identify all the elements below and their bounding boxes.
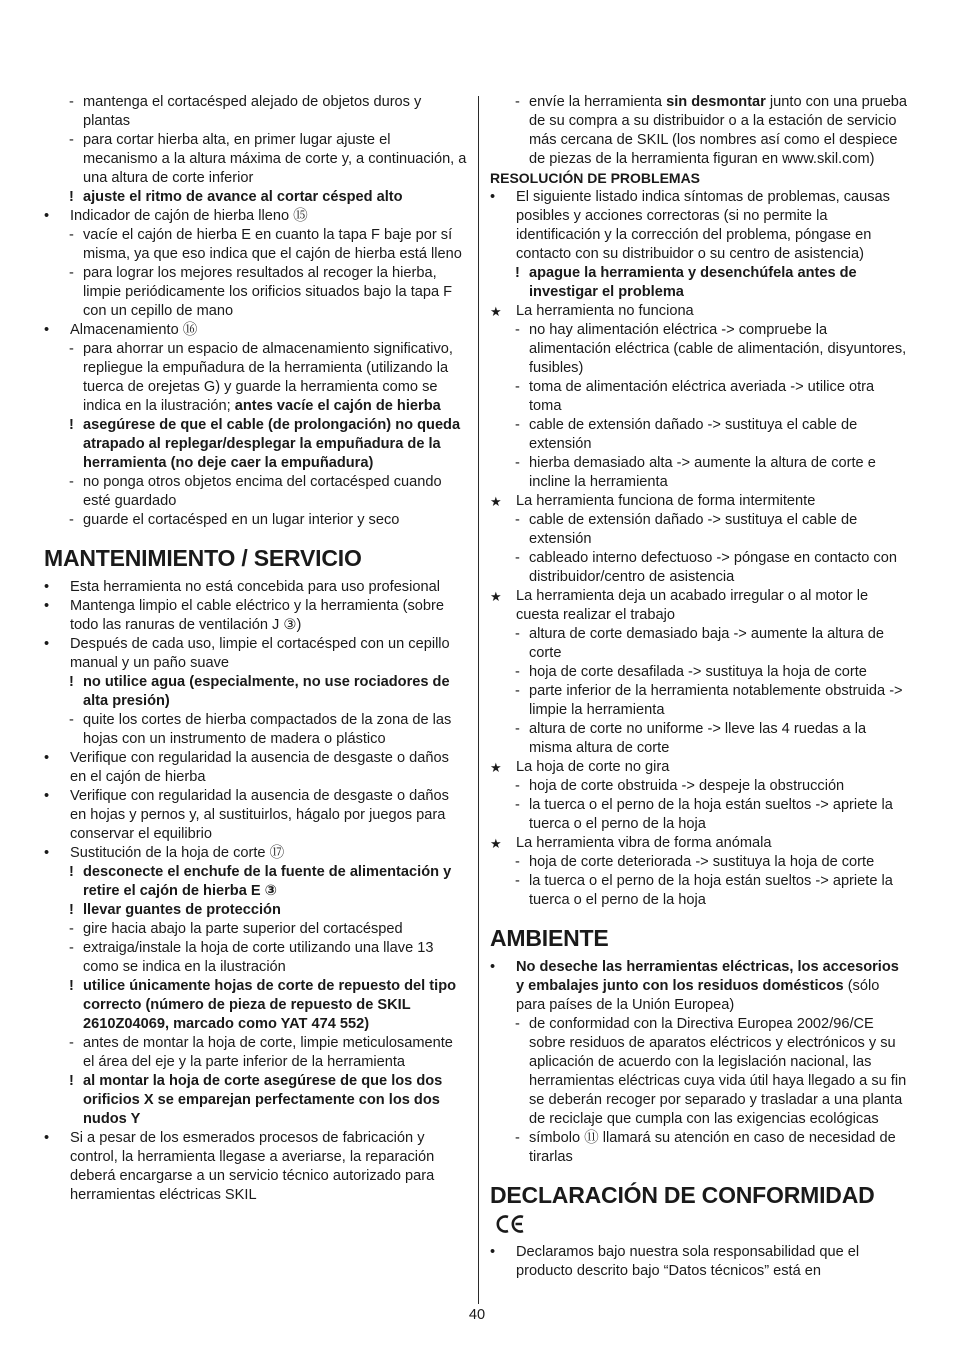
text-segment: El siguiente listado indica síntomas de problemas, causas posibles y acciones correctoras (si no permite la identificación y la corrección del problema, póngase en contacto con su distribuidor o su centro de asistencia) bbox=[516, 189, 890, 262]
star-icon: ★ bbox=[490, 760, 502, 775]
dash-marker: - bbox=[515, 455, 520, 471]
text-segment: La herramienta funciona de forma intermitente bbox=[516, 493, 816, 509]
text-segment: la tuerca o el perno de la hoja están sueltos -> apriete la tuerca o el perno de la hoja bbox=[529, 797, 893, 832]
dash-item bbox=[490, 796, 908, 834]
dash-item bbox=[490, 454, 908, 492]
dash-item bbox=[44, 473, 467, 511]
page-number: 40 bbox=[468, 1307, 486, 1323]
dash-marker: - bbox=[69, 227, 74, 243]
dash-marker: - bbox=[515, 626, 520, 642]
dash-marker: - bbox=[69, 512, 74, 528]
text-segment: para lograr los mejores resultados al recoger la hierba, limpie periódicamente los orificios situados bajo la tapa F con un cepillo de mano bbox=[83, 265, 453, 319]
dash-marker: - bbox=[515, 322, 520, 338]
dash-item bbox=[490, 720, 908, 758]
bullet-item bbox=[44, 749, 467, 787]
dash-item bbox=[490, 682, 908, 720]
bullet-icon: • bbox=[44, 750, 50, 766]
text-segment: toma de alimentación eléctrica averiada -> utilice otra toma bbox=[529, 379, 875, 414]
dash-marker: - bbox=[515, 664, 520, 680]
bullet-item bbox=[490, 188, 908, 264]
text-segment: DECLARACIÓN DE CONFORMIDAD bbox=[490, 1182, 875, 1208]
text-segment: para ahorrar un espacio de almacenamiento significativo, repliegue la empuñadura de la herramienta (utilizando la tuerca de orejetas G) y guarde la herramienta como se indica en la ilustración; bbox=[83, 341, 453, 414]
bullet-item bbox=[490, 1243, 908, 1281]
text-segment: antes vacíe el cajón de hierba bbox=[234, 398, 441, 414]
bullet-icon: • bbox=[490, 1244, 496, 1260]
text-segment: no ponga otros objetos encima del cortacésped cuando esté guardado bbox=[83, 474, 442, 509]
star-icon: ★ bbox=[490, 836, 502, 851]
text-segment: Si a pesar de los esmerados procesos de fabricación y control, la herramienta llegase a averiarse, la reparación deberá encargarse a un servicio técnico autorizado para herramientas eléctricas SKIL bbox=[70, 1130, 435, 1203]
text-segment: parte inferior de la herramienta notablemente obstruida -> limpie la herramienta bbox=[529, 683, 903, 718]
warning-item bbox=[44, 188, 467, 207]
bullet-item bbox=[44, 207, 467, 226]
bullet-icon: • bbox=[44, 788, 50, 804]
warning-item bbox=[44, 416, 467, 473]
bullet-icon: • bbox=[44, 845, 50, 861]
text-segment: envíe la herramienta bbox=[529, 94, 667, 110]
dash-item bbox=[44, 711, 467, 749]
dash-item bbox=[44, 511, 467, 530]
dash-item bbox=[490, 378, 908, 416]
dash-item bbox=[44, 131, 467, 188]
dash-marker: - bbox=[515, 797, 520, 813]
exclamation-icon: ! bbox=[69, 417, 74, 433]
section-heading bbox=[490, 924, 908, 952]
dash-marker: - bbox=[515, 1130, 520, 1146]
text-segment: mantenga el cortacésped alejado de objetos duros y plantas bbox=[83, 94, 422, 129]
warning-item bbox=[44, 673, 467, 711]
dash-item bbox=[44, 920, 467, 939]
bullet-icon: • bbox=[490, 959, 496, 975]
dash-marker: - bbox=[69, 712, 74, 728]
dash-marker: - bbox=[515, 417, 520, 433]
subsection-heading bbox=[490, 169, 908, 188]
dash-marker: - bbox=[69, 265, 74, 281]
text-segment: Almacenamiento ⑯ bbox=[70, 322, 198, 338]
text-segment: quite los cortes de hierba compactados de la zona de las hojas con un instrumento de madera o plástico bbox=[83, 712, 452, 747]
dash-marker: - bbox=[69, 921, 74, 937]
text-segment: apague la herramienta y desenchúfela antes de investigar el problema bbox=[529, 265, 857, 300]
text-segment: al montar la hoja de corte asegúrese de que los dos orificios X se emparejan perfectamente con los dos nudos Y bbox=[83, 1073, 443, 1127]
text-segment: vacíe el cajón de hierba E en cuanto la tapa F baje por sí misma, ya que eso indica que el cajón de hierba está lleno bbox=[83, 227, 462, 262]
dash-item bbox=[490, 663, 908, 682]
dash-item bbox=[490, 93, 908, 169]
text-segment: Sustitución de la hoja de corte ⑰ bbox=[70, 845, 285, 861]
bullet-item bbox=[44, 597, 467, 635]
text-segment: (sólo para países de la Unión Europea) bbox=[516, 978, 880, 1013]
text-segment: altura de corte demasiado baja -> aumente la altura de corte bbox=[529, 626, 884, 661]
exclamation-icon: ! bbox=[69, 864, 74, 880]
dash-marker: - bbox=[515, 379, 520, 395]
left-column bbox=[44, 93, 467, 1205]
dash-item bbox=[44, 1034, 467, 1072]
symptom-item bbox=[490, 587, 908, 625]
dash-item bbox=[490, 321, 908, 378]
text-segment: La herramienta vibra de forma anómala bbox=[516, 835, 772, 851]
text-segment: guarde el cortacésped en un lugar interior y seco bbox=[83, 512, 400, 528]
text-segment: antes de montar la hoja de corte, limpie meticulosamente el área del eje y la parte inferior de la herramienta bbox=[83, 1035, 453, 1070]
text-segment: La herramienta no funciona bbox=[516, 303, 694, 319]
right-column bbox=[490, 93, 908, 1281]
dash-item bbox=[44, 340, 467, 416]
bullet-icon: • bbox=[44, 322, 50, 338]
dash-marker: - bbox=[69, 341, 74, 357]
bullet-item bbox=[44, 787, 467, 844]
text-segment: cable de extensión dañado -> sustituya el cable de extensión bbox=[529, 417, 858, 452]
symptom-item bbox=[490, 492, 908, 511]
text-segment: Verifique con regularidad la ausencia de desgaste o daños en el cajón de hierba bbox=[70, 750, 449, 785]
text-segment: sin desmontar bbox=[666, 94, 766, 110]
symptom-item bbox=[490, 758, 908, 777]
text-segment: no hay alimentación eléctrica -> compruebe la alimentación eléctrica (cable de alimentación, disyuntores, fusibles) bbox=[529, 322, 907, 376]
text-segment: hierba demasiado alta -> aumente la altura de corte e incline la herramienta bbox=[529, 455, 876, 490]
dash-marker: - bbox=[69, 94, 74, 110]
bullet-icon: • bbox=[44, 1130, 50, 1146]
bullet-item bbox=[490, 958, 908, 1015]
star-icon: ★ bbox=[490, 494, 502, 509]
warning-item bbox=[44, 863, 467, 901]
dash-marker: - bbox=[69, 132, 74, 148]
text-segment: asegúrese de que el cable (de prolongación) no queda atrapado al replegar/desplegar la empuñadura de la herramienta (no deje caer la empuñadura) bbox=[83, 417, 461, 471]
dash-item bbox=[490, 549, 908, 587]
warning-item bbox=[44, 1072, 467, 1129]
dash-marker: - bbox=[515, 721, 520, 737]
dash-item bbox=[490, 625, 908, 663]
text-segment: no utilice agua (especialmente, no use rociadores de alta presión) bbox=[83, 674, 450, 709]
star-icon: ★ bbox=[490, 304, 502, 319]
text-segment: hoja de corte desafilada -> sustituya la hoja de corte bbox=[529, 664, 867, 680]
text-segment: de conformidad con la Directiva Europea 2002/96/CE sobre residuos de aparatos eléctricos y electrónicos y su aplicación de acuerdo con la legislación nacional, las herramientas eléctricas cuya vida útil haya llegado a su fin se deberán recoger por separado y trasladar a una planta de reciclaje que cumpla con las exigencias ecológicas bbox=[529, 1016, 907, 1127]
text-segment: extraiga/instale la hoja de corte utilizando una llave 13 como se indica en la ilustración bbox=[83, 940, 434, 975]
dash-item bbox=[490, 416, 908, 454]
exclamation-icon: ! bbox=[69, 674, 74, 690]
dash-marker: - bbox=[515, 1016, 520, 1032]
bullet-icon: • bbox=[44, 579, 50, 595]
bullet-item bbox=[44, 321, 467, 340]
exclamation-icon: ! bbox=[69, 902, 74, 918]
text-segment: Indicador de cajón de hierba lleno ⑮ bbox=[70, 208, 308, 224]
text-segment: llevar guantes de protección bbox=[83, 902, 281, 918]
exclamation-icon: ! bbox=[69, 1073, 74, 1089]
dash-marker: - bbox=[69, 940, 74, 956]
star-icon: ★ bbox=[490, 589, 502, 604]
dash-marker: - bbox=[515, 778, 520, 794]
dash-item bbox=[44, 939, 467, 977]
bullet-icon: • bbox=[490, 189, 496, 205]
bullet-item bbox=[44, 1129, 467, 1205]
dash-marker: - bbox=[515, 854, 520, 870]
text-segment: desconecte el enchufe de la fuente de alimentación y retire el cajón de hierba E ③ bbox=[83, 864, 452, 899]
dash-item bbox=[44, 93, 467, 131]
dash-marker: - bbox=[515, 683, 520, 699]
text-segment: cable de extensión dañado -> sustituya el cable de extensión bbox=[529, 512, 858, 547]
bullet-item bbox=[44, 578, 467, 597]
bullet-item bbox=[44, 844, 467, 863]
text-segment: RESOLUCIÓN DE PROBLEMAS bbox=[490, 170, 701, 186]
text-segment: AMBIENTE bbox=[490, 925, 609, 951]
dash-item bbox=[490, 511, 908, 549]
bullet-icon: • bbox=[44, 598, 50, 614]
text-segment: junto con una prueba de su compra a su distribuidor o a la estación de servicio más cercana de SKIL (los nombres así como el despiece de piezas de la herramienta figuran en www.skil.com) bbox=[529, 94, 908, 167]
text-segment: Después de cada uso, limpie el cortacésped con un cepillo manual y un paño suave bbox=[70, 636, 450, 671]
dash-marker: - bbox=[515, 550, 520, 566]
bullet-item bbox=[44, 635, 467, 673]
text-segment: No deseche las herramientas eléctricas, los accesorios y embalajes junto con los residuos domésticos bbox=[516, 959, 899, 994]
symptom-item bbox=[490, 302, 908, 321]
dash-item bbox=[44, 226, 467, 264]
warning-item bbox=[44, 977, 467, 1034]
section-heading bbox=[44, 544, 467, 572]
text-segment: Verifique con regularidad la ausencia de desgaste o daños en hojas y pernos y, al sustituirlos, hágalo por juegos para conservar el equilibrio bbox=[70, 788, 449, 842]
ce-mark-icon bbox=[496, 1214, 526, 1234]
text-segment: Esta herramienta no está concebida para uso profesional bbox=[70, 579, 440, 595]
dash-item bbox=[44, 264, 467, 321]
text-segment: altura de corte no uniforme -> lleve las 4 ruedas a la misma altura de corte bbox=[529, 721, 867, 756]
text-segment: La hoja de corte no gira bbox=[516, 759, 670, 775]
dash-item bbox=[490, 777, 908, 796]
text-segment: hoja de corte obstruida -> despeje la obstrucción bbox=[529, 778, 845, 794]
exclamation-icon: ! bbox=[515, 265, 520, 281]
warning-item bbox=[490, 264, 908, 302]
text-segment: utilice únicamente hojas de corte de repuesto del tipo correcto (número de pieza de repuesto de SKIL 2610Z04069, marcado como YAT 474 552) bbox=[83, 978, 457, 1032]
bullet-icon: • bbox=[44, 636, 50, 652]
dash-marker: - bbox=[515, 873, 520, 889]
exclamation-icon: ! bbox=[69, 978, 74, 994]
section-heading bbox=[490, 1181, 908, 1237]
dash-marker: - bbox=[515, 94, 520, 110]
dash-marker: - bbox=[515, 512, 520, 528]
dash-item bbox=[490, 1015, 908, 1129]
dash-item bbox=[490, 872, 908, 910]
text-segment: hoja de corte deteriorada -> sustituya la hoja de corte bbox=[529, 854, 875, 870]
column-divider bbox=[478, 96, 479, 1304]
text-segment: La herramienta deja un acabado irregular o al motor le cuesta realizar el trabajo bbox=[516, 588, 869, 623]
text-segment: símbolo ⑪ llamará su atención en caso de necesidad de tirarlas bbox=[529, 1130, 896, 1165]
text-segment: la tuerca o el perno de la hoja están sueltos -> apriete la tuerca o el perno de la hoja bbox=[529, 873, 893, 908]
warning-item bbox=[44, 901, 467, 920]
dash-marker: - bbox=[69, 1035, 74, 1051]
symptom-item bbox=[490, 834, 908, 853]
dash-item bbox=[490, 853, 908, 872]
dash-item bbox=[490, 1129, 908, 1167]
text-segment: ajuste el ritmo de avance al cortar césped alto bbox=[83, 189, 403, 205]
text-segment: para cortar hierba alta, en primer lugar ajuste el mecanismo a la altura máxima de corte y, a continuación, a una altura de corte inferior bbox=[83, 132, 467, 186]
exclamation-icon: ! bbox=[69, 189, 74, 205]
text-segment: Declaramos bajo nuestra sola responsabilidad que el producto descrito bajo “Datos técnicos” está en bbox=[516, 1244, 860, 1279]
text-segment: cableado interno defectuoso -> póngase en contacto con distribuidor/centro de asistencia bbox=[529, 550, 897, 585]
bullet-icon: • bbox=[44, 208, 50, 224]
text-segment: gire hacia abajo la parte superior del cortacésped bbox=[83, 921, 403, 937]
text-segment: Mantenga limpio el cable eléctrico y la herramienta (sobre todo las ranuras de ventilación J ③) bbox=[70, 598, 444, 633]
text-segment: MANTENIMIENTO / SERVICIO bbox=[44, 545, 362, 571]
dash-marker: - bbox=[69, 474, 74, 490]
